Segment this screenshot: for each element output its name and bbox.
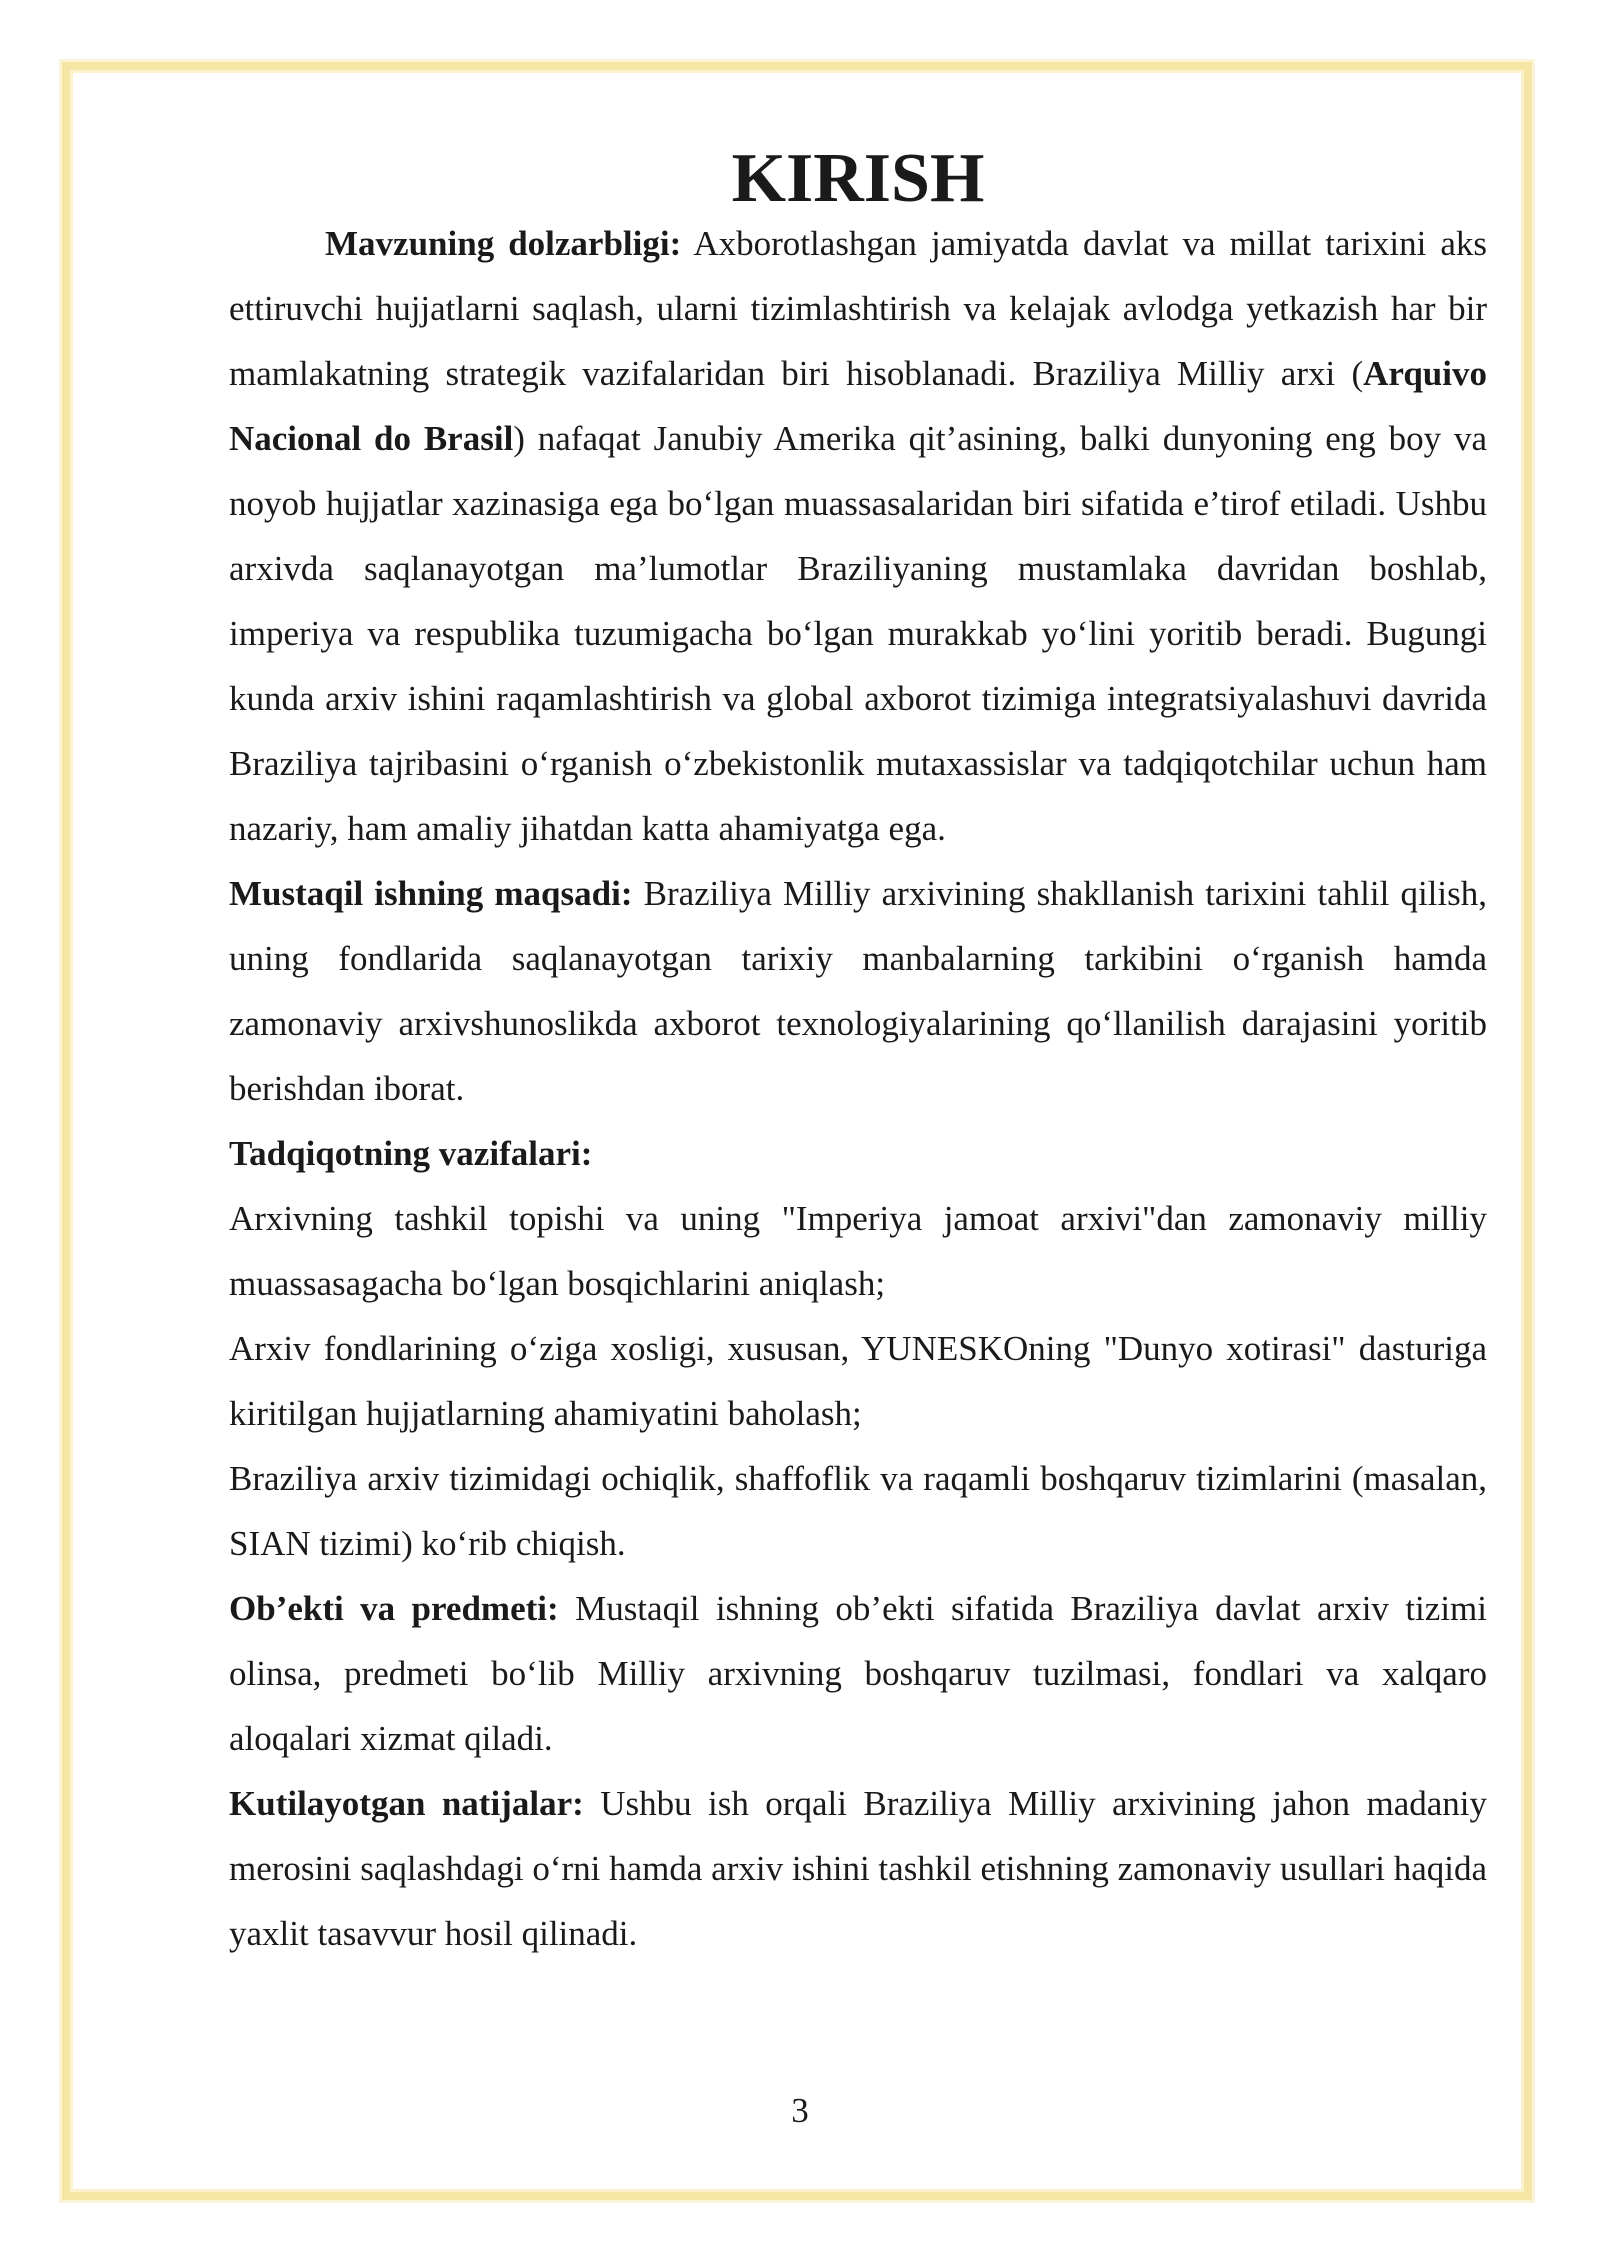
- archive-name: Arquivo Nacional do Brasil: [229, 354, 1487, 458]
- document-body: [229, 140, 1488, 1966]
- page-title: KIRISH: [731, 140, 985, 217]
- label-vazifalar: Tadqiqotning vazifalari:: [229, 1134, 593, 1173]
- label-obyekt: Ob’ekti va predmeti:: [229, 1589, 559, 1628]
- list-item: Arxiv fondlarining oʻziga xosligi, xususan, YUNESKOning "Dunyo xotirasi" dasturiga kiritilgan hujjatlarning ahamiyatini baholash;: [229, 1329, 1487, 1433]
- list-item: Arxivning tashkil topishi va uning "Imperiya jamoat arxivi"dan zamonaviy milliy muassasagacha boʻlgan bosqichlarini aniqlash;: [229, 1199, 1487, 1303]
- label-maqsad: Mustaqil ishning maqsadi:: [229, 874, 633, 913]
- label-natijalar: Kutilayotgan natijalar:: [229, 1784, 584, 1823]
- label-dolzarblik: Mavzuning dolzarbligi:: [325, 224, 682, 263]
- text-dolzarblik-2: ) nafaqat Janubiy Amerika qit’asining, balki dunyoning eng boy va noyob hujjatlar xazinasiga ega boʻlgan muassasalaridan biri sifatida e’tirof etiladi. Ushbu arxivda saqlanayotgan ma’lumotlar Braziliyaning mustamlaka davridan boshlab, imperiya va respublika tuzumigacha boʻlgan murakkab yoʻlini yoritib beradi. Bugungi kunda arxiv ishini raqamlashtirish va global axborot tizimiga integratsiyalashuvi davrida Braziliya tajribasini oʻrganish oʻzbekistonlik mutaxassislar va tadqiqotchilar uchun ham nazariy, ham amaliy jihatdan katta ahamiyatga ega.: [229, 419, 1487, 848]
- paragraph-dolzarblik: [229, 211, 1487, 861]
- paragraph-natijalar: [229, 1771, 1487, 1966]
- text-obyekt: Mustaqil ishning ob’ekti sifatida Braziliya davlat arxiv tizimi olinsa, predmeti boʻlib Milliy arxivning boshqaruv tuzilmasi, fondlari va xalqaro aloqalari xizmat qiladi.: [229, 1589, 1487, 1758]
- paragraph-obyekt: [229, 1576, 1487, 1771]
- heading-vazifalar: [229, 1121, 1487, 1186]
- page-number: 3: [791, 2091, 809, 2130]
- list-item: Braziliya arxiv tizimidagi ochiqlik, shaffoflik va raqamli boshqaruv tizimlarini (masalan, SIAN tizimi) koʻrib chiqish.: [229, 1459, 1487, 1563]
- text-dolzarblik-1: Axborotlashgan jamiyatda davlat va millat tarixini aks ettiruvchi hujjatlarni saqlash, ularni tizimlashtirish va kelajak avlodga yetkazish har bir mamlakatning strategik vazifalaridan biri hisoblanadi. Braziliya Milliy arxi (: [229, 224, 1487, 393]
- text-maqsad: Braziliya Milliy arxivining shakllanish tarixini tahlil qilish, uning fondlarida saqlanayotgan tarixiy manbalarning tarkibini oʻrganish hamda zamonaviy arxivshunoslikda axborot texnologiyalarining qoʻllanilish darajasini yoritib berishdan iborat.: [229, 874, 1487, 1108]
- paragraph-maqsad: [229, 861, 1487, 1121]
- text-natijalar: Ushbu ish orqali Braziliya Milliy arxivining jahon madaniy merosini saqlashdagi oʻrni hamda arxiv ishini tashkil etishning zamonaviy usullari haqida yaxlit tasavvur hosil qilinadi.: [229, 1784, 1488, 1953]
